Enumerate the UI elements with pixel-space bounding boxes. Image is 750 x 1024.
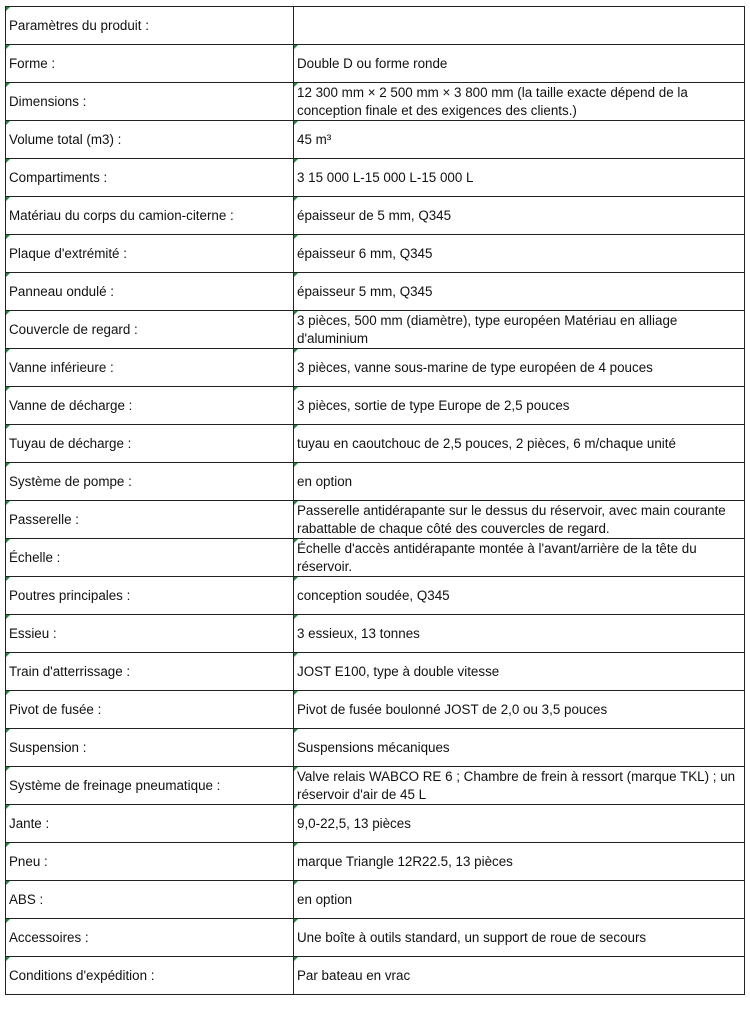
cell-marker-icon <box>6 45 10 49</box>
row-label: Compartiments : <box>9 169 108 185</box>
cell-marker-icon <box>6 881 10 885</box>
row-label: Tuyau de décharge : <box>9 435 132 451</box>
row-value-cell <box>294 729 745 767</box>
table-row <box>6 45 745 83</box>
row-label: Couvercle de regard : <box>9 321 138 337</box>
row-value-cell <box>294 197 745 235</box>
row-label-cell <box>6 197 294 235</box>
cell-marker-icon <box>294 159 298 163</box>
table-row <box>6 197 745 235</box>
row-value-cell <box>294 425 745 463</box>
cell-marker-icon <box>6 311 10 315</box>
table-row <box>6 539 745 577</box>
table-row <box>6 349 745 387</box>
cell-marker-icon <box>294 919 298 923</box>
table-row <box>6 159 745 197</box>
row-value-cell <box>294 7 745 45</box>
row-label: Panneau ondulé : <box>9 283 114 299</box>
row-label: Volume total (m3) : <box>9 131 122 147</box>
cell-marker-icon <box>6 805 10 809</box>
row-value-cell <box>294 45 745 83</box>
cell-marker-icon <box>6 159 10 163</box>
cell-marker-icon <box>294 805 298 809</box>
row-value: épaisseur de 5 mm, Q345 <box>297 207 452 223</box>
cell-marker-icon <box>6 615 10 619</box>
row-label-cell <box>6 615 294 653</box>
row-label: Système de pompe : <box>9 473 132 489</box>
row-label-cell <box>6 45 294 83</box>
row-value: 3 pièces, vanne sous-marine de type européen de 4 pouces <box>297 359 653 375</box>
cell-marker-icon <box>294 957 298 961</box>
row-label: Échelle : <box>9 549 61 565</box>
table-row <box>6 501 745 539</box>
row-value-cell <box>294 653 745 691</box>
cell-marker-icon <box>294 501 298 505</box>
row-value: 12 300 mm × 2 500 mm × 3 800 mm (la taille exacte dépend de la conception finale et des exigences des clients.) <box>297 84 688 118</box>
row-label-cell <box>6 387 294 425</box>
row-label-cell <box>6 159 294 197</box>
row-value-cell <box>294 577 745 615</box>
table-row <box>6 919 745 957</box>
row-label: Matériau du corps du camion-citerne : <box>9 207 234 223</box>
cell-marker-icon <box>294 235 298 239</box>
row-value: marque Triangle 12R22.5, 13 pièces <box>297 853 513 869</box>
cell-marker-icon <box>6 957 10 961</box>
cell-marker-icon <box>6 843 10 847</box>
row-label-cell <box>6 539 294 577</box>
row-label-cell <box>6 919 294 957</box>
row-value-cell <box>294 159 745 197</box>
cell-marker-icon <box>294 539 298 543</box>
row-label-cell <box>6 311 294 349</box>
cell-marker-icon <box>6 919 10 923</box>
cell-marker-icon <box>6 387 10 391</box>
row-value: épaisseur 6 mm, Q345 <box>297 245 433 261</box>
row-label-cell <box>6 843 294 881</box>
row-label-cell <box>6 7 294 45</box>
row-value: en option <box>297 891 353 907</box>
row-label-cell <box>6 463 294 501</box>
cell-marker-icon <box>6 653 10 657</box>
row-value: 3 15 000 L-15 000 L-15 000 L <box>297 169 474 185</box>
row-label-cell <box>6 235 294 273</box>
row-value-cell <box>294 691 745 729</box>
row-value-cell <box>294 843 745 881</box>
row-label-cell <box>6 501 294 539</box>
row-label: Pivot de fusée : <box>9 701 102 717</box>
cell-marker-icon <box>294 311 298 315</box>
spec-table-body <box>6 7 745 995</box>
cell-marker-icon <box>294 767 298 771</box>
row-value-cell <box>294 463 745 501</box>
row-value: Suspensions mécaniques <box>297 739 450 755</box>
row-label: Poutres principales : <box>9 587 131 603</box>
row-label: Jante : <box>9 815 50 831</box>
row-value-cell <box>294 615 745 653</box>
row-value-cell <box>294 83 745 121</box>
cell-marker-icon <box>6 691 10 695</box>
cell-marker-icon <box>294 881 298 885</box>
table-row <box>6 653 745 691</box>
row-value-cell <box>294 311 745 349</box>
row-value: en option <box>297 473 353 489</box>
row-label: Passerelle : <box>9 511 79 527</box>
row-value-cell <box>294 805 745 843</box>
row-label-cell <box>6 273 294 311</box>
row-label-cell <box>6 425 294 463</box>
row-label: Paramètres du produit : <box>9 17 149 33</box>
row-value: 3 pièces, sortie de type Europe de 2,5 pouces <box>297 397 570 413</box>
table-row <box>6 121 745 159</box>
table-row <box>6 387 745 425</box>
cell-marker-icon <box>6 83 10 87</box>
row-label-cell <box>6 577 294 615</box>
row-value-cell <box>294 121 745 159</box>
table-row <box>6 425 745 463</box>
row-value: Par bateau en vrac <box>297 967 411 983</box>
table-row <box>6 729 745 767</box>
row-value-cell <box>294 539 745 577</box>
table-row <box>6 273 745 311</box>
row-value: JOST E100, type à double vitesse <box>297 663 500 679</box>
cell-marker-icon <box>294 45 298 49</box>
row-label-cell <box>6 83 294 121</box>
cell-marker-icon <box>294 349 298 353</box>
row-value: Valve relais WABCO RE 6 ; Chambre de frein à ressort (marque TKL) ; un réservoir d'air de 45 L <box>297 768 736 802</box>
cell-marker-icon <box>294 197 298 201</box>
row-value: épaisseur 5 mm, Q345 <box>297 283 433 299</box>
table-row <box>6 83 745 121</box>
row-label-cell <box>6 881 294 919</box>
row-label: ABS : <box>9 891 44 907</box>
table-row <box>6 843 745 881</box>
row-label: Système de freinage pneumatique : <box>9 777 221 793</box>
cell-marker-icon <box>6 539 10 543</box>
cell-marker-icon <box>294 83 298 87</box>
table-row <box>6 957 745 995</box>
cell-marker-icon <box>294 577 298 581</box>
row-label-cell <box>6 121 294 159</box>
row-value-cell <box>294 881 745 919</box>
row-label: Dimensions : <box>9 93 87 109</box>
cell-marker-icon <box>6 425 10 429</box>
row-label-cell <box>6 767 294 805</box>
row-value: Une boîte à outils standard, un support de roue de secours <box>297 929 647 945</box>
row-value: 45 m³ <box>297 131 332 147</box>
row-label: Forme : <box>9 55 56 71</box>
cell-marker-icon <box>294 273 298 277</box>
table-row <box>6 767 745 805</box>
row-label: Plaque d'extrémité : <box>9 245 127 261</box>
cell-marker-icon <box>6 767 10 771</box>
row-value-cell <box>294 957 745 995</box>
row-value-cell <box>294 919 745 957</box>
cell-marker-icon <box>294 653 298 657</box>
cell-marker-icon <box>294 387 298 391</box>
table-row <box>6 235 745 273</box>
spec-table <box>5 6 745 995</box>
table-row <box>6 615 745 653</box>
row-label: Train d'atterrissage : <box>9 663 131 679</box>
row-value-cell <box>294 273 745 311</box>
cell-marker-icon <box>294 615 298 619</box>
row-value-cell <box>294 387 745 425</box>
table-row <box>6 805 745 843</box>
table-row <box>6 881 745 919</box>
row-label: Essieu : <box>9 625 57 641</box>
row-label-cell <box>6 691 294 729</box>
row-value: tuyau en caoutchouc de 2,5 pouces, 2 pièces, 6 m/chaque unité <box>297 435 676 451</box>
row-value-cell <box>294 349 745 387</box>
table-row <box>6 691 745 729</box>
row-label-cell <box>6 653 294 691</box>
row-value-cell <box>294 767 745 805</box>
cell-marker-icon <box>294 463 298 467</box>
row-value: 9,0-22,5, 13 pièces <box>297 815 411 831</box>
cell-marker-icon <box>6 121 10 125</box>
row-label-cell <box>6 805 294 843</box>
row-label: Vanne inférieure : <box>9 359 114 375</box>
cell-marker-icon <box>6 577 10 581</box>
table-row <box>6 7 745 45</box>
cell-marker-icon <box>294 843 298 847</box>
row-value: Pivot de fusée boulonné JOST de 2,0 ou 3,5 pouces <box>297 701 608 717</box>
cell-marker-icon <box>6 349 10 353</box>
row-label-cell <box>6 957 294 995</box>
row-label: Accessoires : <box>9 929 89 945</box>
cell-marker-icon <box>294 425 298 429</box>
row-label: Vanne de décharge : <box>9 397 133 413</box>
row-value-cell <box>294 235 745 273</box>
row-value: Passerelle antidérapante sur le dessus du réservoir, avec main courante rabattable de chaque côté des couvercles de regard. <box>297 502 726 536</box>
row-value: Double D ou forme ronde <box>297 55 448 71</box>
row-value: Échelle d'accès antidérapante montée à l'avant/arrière de la tête du réservoir. <box>297 540 697 574</box>
row-label-cell <box>6 729 294 767</box>
cell-marker-icon <box>294 691 298 695</box>
row-value: 3 pièces, 500 mm (diamètre), type européen Matériau en alliage d'aluminium <box>297 312 678 346</box>
row-value: 3 essieux, 13 tonnes <box>297 625 420 641</box>
cell-marker-icon <box>6 7 10 11</box>
cell-marker-icon <box>294 121 298 125</box>
cell-marker-icon <box>6 463 10 467</box>
cell-marker-icon <box>6 197 10 201</box>
row-label: Suspension : <box>9 739 87 755</box>
cell-marker-icon <box>6 235 10 239</box>
row-label-cell <box>6 349 294 387</box>
table-row <box>6 311 745 349</box>
row-value-cell <box>294 501 745 539</box>
cell-marker-icon <box>6 273 10 277</box>
cell-marker-icon <box>6 729 10 733</box>
row-label: Conditions d'expédition : <box>9 967 155 983</box>
cell-marker-icon <box>6 501 10 505</box>
row-value: conception soudée, Q345 <box>297 587 450 603</box>
row-label: Pneu : <box>9 853 48 869</box>
cell-marker-icon <box>294 729 298 733</box>
table-row <box>6 463 745 501</box>
table-row <box>6 577 745 615</box>
